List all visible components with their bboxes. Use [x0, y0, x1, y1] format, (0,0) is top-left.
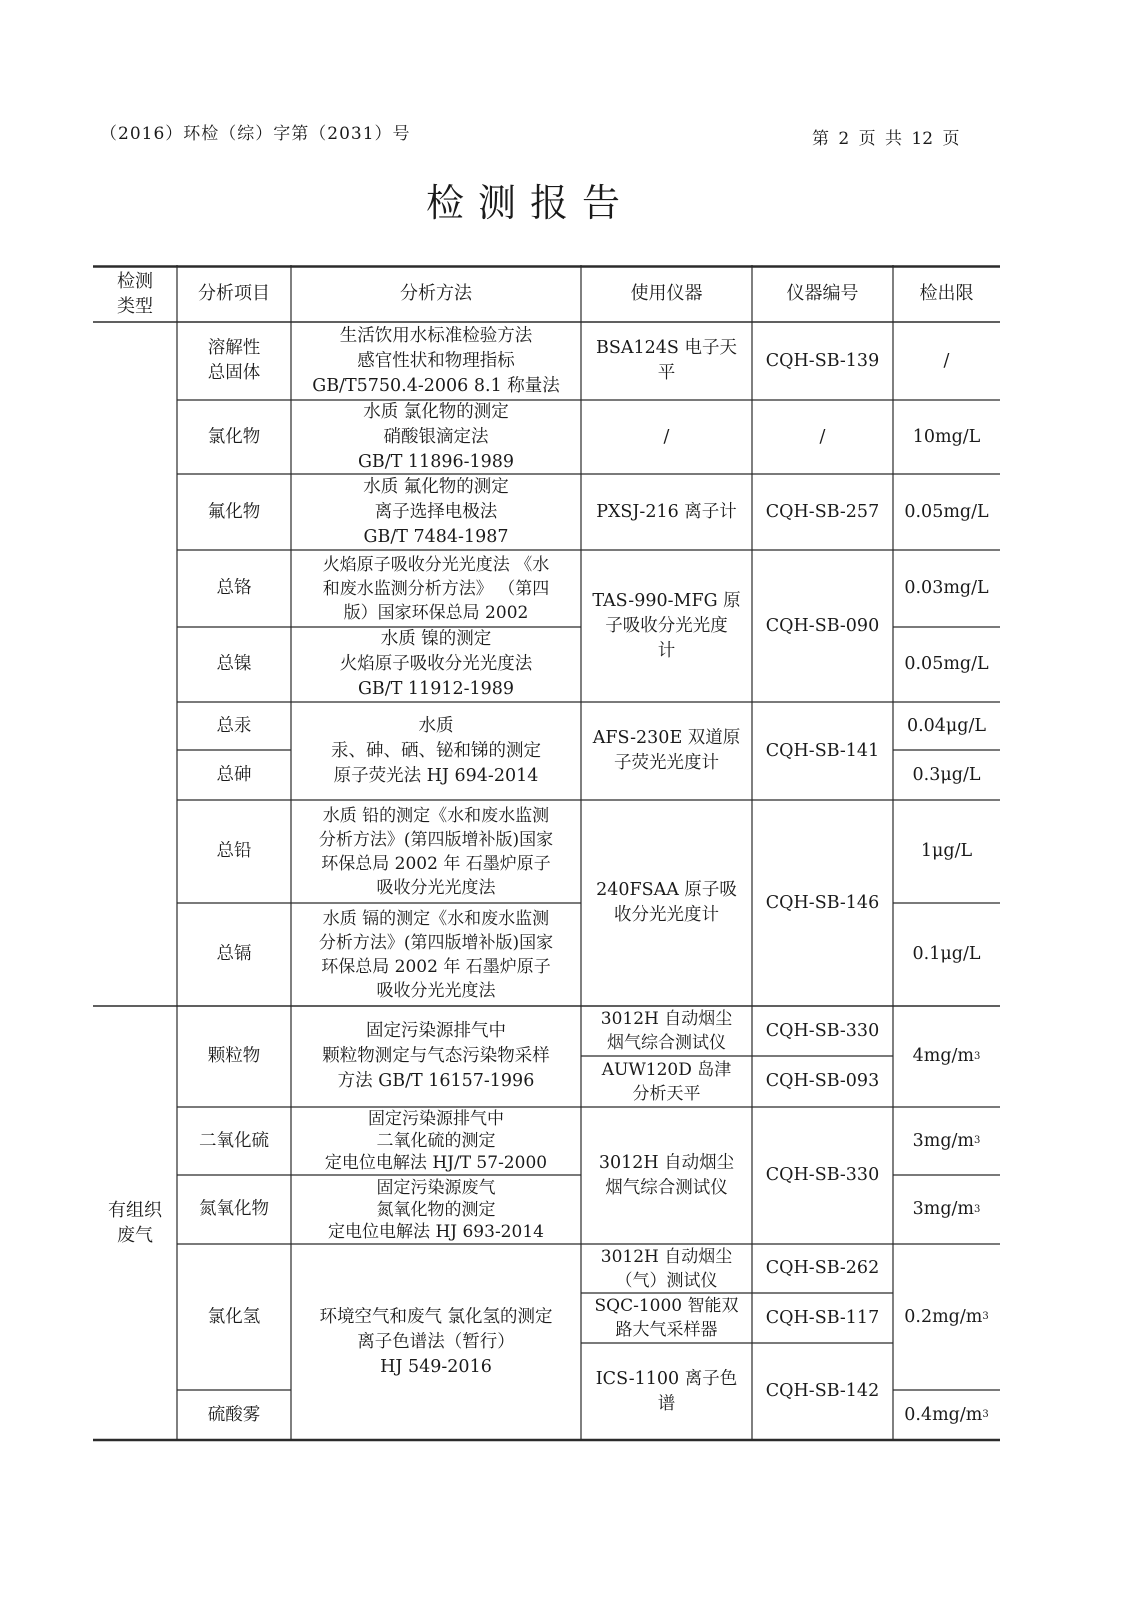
- header-detection-limit: 检出限: [919, 283, 974, 304]
- instrument-no-cell: CQH-SB-330: [765, 1020, 880, 1041]
- limit-cell: 0.05mg/L: [904, 654, 989, 674]
- limit-cell: 1μg/L: [920, 841, 973, 861]
- instrument-no-cell: CQH-SB-090: [765, 615, 880, 636]
- item-fluoride: 氟化物: [207, 501, 261, 522]
- item-sulfur-dioxide: 二氧化硫: [199, 1130, 269, 1151]
- instrument-cell: ICS-1100 离子色 谱: [595, 1368, 738, 1414]
- method-cell: 固定污染源废气 氮氧化物的测定 定电位电解法 HJ 693-2014: [328, 1177, 544, 1242]
- item-total-lead: 总铅: [216, 841, 252, 861]
- instrument-no-cell: CQH-SB-146: [765, 892, 880, 913]
- item-total-dissolved-solids: 溶解性 总固体: [207, 338, 261, 383]
- method-cell: 生活饮用水标准检验方法 感官性状和物理指标 GB/T5750.4-2006 8.1 称量法: [312, 325, 560, 396]
- page-number: 第 2 页 共 12 页: [812, 129, 960, 149]
- limit-value: 0.4mg/m: [904, 1404, 983, 1425]
- report-number: （2016）环检（综）字第（2031）号: [100, 124, 411, 144]
- report-title: 检测报告: [425, 181, 634, 225]
- method-cell: 水质 镉的测定《水和废水监测 分析方法》(第四版增补版)国家 环保总局 2002 年 石墨炉原子 吸收分光光度法: [318, 908, 554, 1001]
- instrument-cell: 3012H 自动烟尘 （气）测试仪: [600, 1246, 733, 1291]
- limit-cell: 10mg/L: [912, 426, 981, 447]
- method-cell: 水质 汞、砷、硒、铋和锑的测定 原子荧光法 HJ 694-2014: [331, 715, 541, 786]
- item-chloride: 氯化物: [207, 426, 261, 447]
- instrument-cell: AFS-230E 双道原 子荧光光度计: [592, 728, 741, 773]
- instrument-no-cell: CQH-SB-142: [765, 1381, 880, 1401]
- method-cell: 水质 镍的测定 火焰原子吸收分光光度法 GB/T 11912-1989: [339, 629, 533, 699]
- instrument-cell: 3012H 自动烟尘 烟气综合测试仪: [598, 1152, 735, 1198]
- limit-cell: 0.3μg/L: [912, 764, 981, 785]
- instrument-no-cell: /: [819, 426, 826, 447]
- limit-value: 3mg/m: [912, 1130, 975, 1151]
- method-cell: 火焰原子吸收分光光度法 《水 和废水监测分析方法》 （第四 版）国家环保总局 2002: [322, 554, 550, 623]
- instrument-cell: /: [663, 426, 670, 447]
- limit-cell: 3mg/m 3: [893, 1175, 1000, 1244]
- limit-cell: 0.04μg/L: [906, 715, 987, 736]
- item-total-chromium: 总铬: [216, 578, 252, 598]
- method-cell: 固定污染源排气中 颗粒物测定与气态污染物采样 方法 GB/T 16157-1996: [322, 1021, 550, 1091]
- instrument-cell: AUW120D 岛津 分析天平: [601, 1059, 732, 1104]
- instrument-cell: 240FSAA 原子吸 收分光光度计: [596, 880, 737, 925]
- limit-cell: 0.4mg/m 3: [893, 1390, 1000, 1440]
- instrument-no-cell: CQH-SB-117: [765, 1307, 880, 1328]
- instrument-no-cell: CQH-SB-141: [765, 740, 880, 761]
- method-cell: 固定污染源排气中 二氧化硫的测定 定电位电解法 HJ/T 57-2000: [324, 1109, 548, 1173]
- limit-value: 4mg/m: [912, 1046, 975, 1066]
- instrument-cell: BSA124S 电子天 平: [596, 338, 737, 383]
- type-organized-exhaust-gas: 有组织 废气: [108, 1200, 162, 1246]
- instrument-no-cell: CQH-SB-262: [765, 1258, 880, 1278]
- limit-cell: 4mg/m 3: [893, 1006, 1000, 1107]
- limit-cell: 0.1μg/L: [912, 944, 981, 964]
- item-hydrogen-chloride: 氯化氢: [207, 1306, 261, 1327]
- header-instrument: 使用仪器: [630, 283, 703, 304]
- instrument-no-cell: CQH-SB-330: [765, 1165, 880, 1185]
- item-particulate-matter: 颗粒物: [207, 1046, 261, 1066]
- test-methods-table: [93, 265, 1020, 1471]
- instrument-no-cell: CQH-SB-093: [765, 1071, 880, 1091]
- limit-cell: /: [943, 350, 950, 371]
- instrument-cell: TAS-990-MFG 原 子吸收分光光度 计: [592, 590, 741, 661]
- item-total-arsenic: 总砷: [216, 764, 252, 785]
- instrument-cell: PXSJ-216 离子计: [596, 501, 737, 522]
- instrument-cell: SQC-1000 智能双 路大气采样器: [594, 1296, 739, 1340]
- instrument-cell: 3012H 自动烟尘 烟气综合测试仪: [600, 1009, 733, 1053]
- header-instrument-no: 仪器编号: [786, 283, 859, 304]
- limit-cell: 3mg/m 3: [893, 1107, 1000, 1175]
- item-sulfuric-acid-mist: 硫酸雾: [207, 1404, 261, 1425]
- header-analysis-method: 分析方法: [400, 283, 472, 304]
- method-cell: 水质 铅的测定《水和废水监测 分析方法》(第四版增补版)国家 环保总局 2002 年 石墨炉原子 吸收分光光度法: [318, 805, 554, 898]
- header-analysis-item: 分析项目: [198, 283, 270, 304]
- header-test-type: 检测 类型: [117, 270, 153, 317]
- limit-value: 0.2mg/m: [904, 1306, 983, 1327]
- limit-cell: 0.2mg/m 3: [893, 1244, 1000, 1390]
- limit-cell: 0.03mg/L: [904, 578, 989, 598]
- method-cell: 水质 氯化物的测定 硝酸银滴定法 GB/T 11896-1989: [357, 401, 515, 472]
- item-nitrogen-oxides: 氮氧化物: [199, 1199, 269, 1219]
- method-cell: 水质 氟化物的测定 离子选择电极法 GB/T 7484-1987: [363, 476, 509, 547]
- instrument-no-cell: CQH-SB-257: [765, 501, 880, 522]
- limit-value: 3mg/m: [912, 1199, 975, 1219]
- limit-cell: 0.05mg/L: [904, 501, 989, 522]
- item-total-nickel: 总镍: [216, 654, 252, 674]
- item-total-cadmium: 总镉: [216, 944, 252, 964]
- item-total-mercury: 总汞: [216, 715, 252, 736]
- instrument-no-cell: CQH-SB-139: [765, 350, 880, 371]
- method-cell: 环境空气和废气 氯化氢的测定 离子色谱法（暂行） HJ 549-2016: [319, 1306, 553, 1377]
